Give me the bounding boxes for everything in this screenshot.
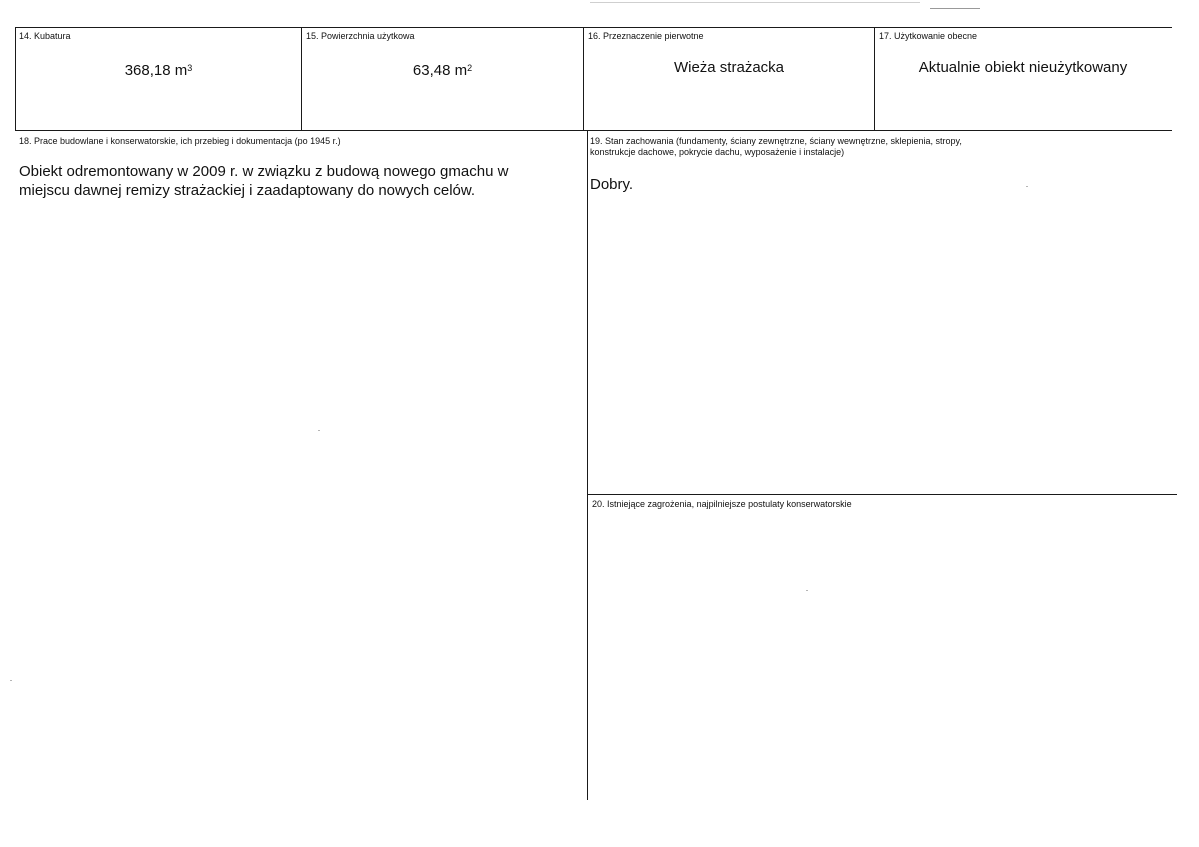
prace-value-line1: Obiekt odremontowany w 2009 r. w związku z budową nowego gmachu w	[19, 163, 509, 180]
stan-label-line1: 19. Stan zachowania (fundamenty, ściany zewnętrzne, ściany wewnętrzne, sklepienia, stropy,	[590, 136, 962, 146]
stan-value: Dobry.	[590, 176, 634, 193]
zagrozenia-label: 20. Istniejące zagrożenia, najpilniejsze postulaty konserwatorskie	[592, 499, 852, 509]
scan-speck	[10, 680, 12, 681]
scan-artifact-line	[930, 8, 980, 9]
powierzchnia-value	[302, 62, 583, 80]
kubatura-value	[16, 62, 301, 80]
table-border-top	[15, 27, 1172, 28]
column-divider-3	[874, 27, 875, 131]
uzytkowanie-label: 17. Użytkowanie obecne	[879, 31, 978, 41]
kubatura-exponent: 3	[187, 63, 193, 73]
kubatura-number: 368,18 m	[124, 62, 188, 79]
przeznaczenie-value: Wieża strażacka	[673, 59, 785, 76]
scan-speck	[806, 590, 808, 591]
powierzchnia-label: 15. Powierzchnia użytkowa	[306, 31, 415, 41]
main-column-divider	[587, 130, 588, 800]
powierzchnia-number: 63,48 m	[412, 62, 468, 79]
table-border-section20-top	[587, 494, 1177, 495]
stan-label-line2: konstrukcje dachowe, pokrycie dachu, wyposażenie i instalacje)	[590, 147, 845, 157]
scan-speck	[1026, 186, 1028, 187]
uzytkowanie-value: Aktualnie obiekt nieużytkowany	[918, 59, 1128, 76]
prace-value-line2: miejscu dawnej remizy strażackiej i zaadaptowany do nowych celów.	[19, 182, 476, 199]
prace-label: 18. Prace budowlane i konserwatorskie, ich przebieg i dokumentacja (po 1945 r.)	[19, 136, 341, 146]
kubatura-label: 14. Kubatura	[19, 31, 71, 41]
column-divider-2	[583, 27, 584, 131]
przeznaczenie-label: 16. Przeznaczenie pierwotne	[588, 31, 704, 41]
scan-artifact-line	[590, 2, 920, 3]
powierzchnia-exponent: 2	[467, 63, 473, 73]
scan-speck	[318, 430, 320, 431]
table-border-row1-bottom	[15, 130, 1172, 131]
